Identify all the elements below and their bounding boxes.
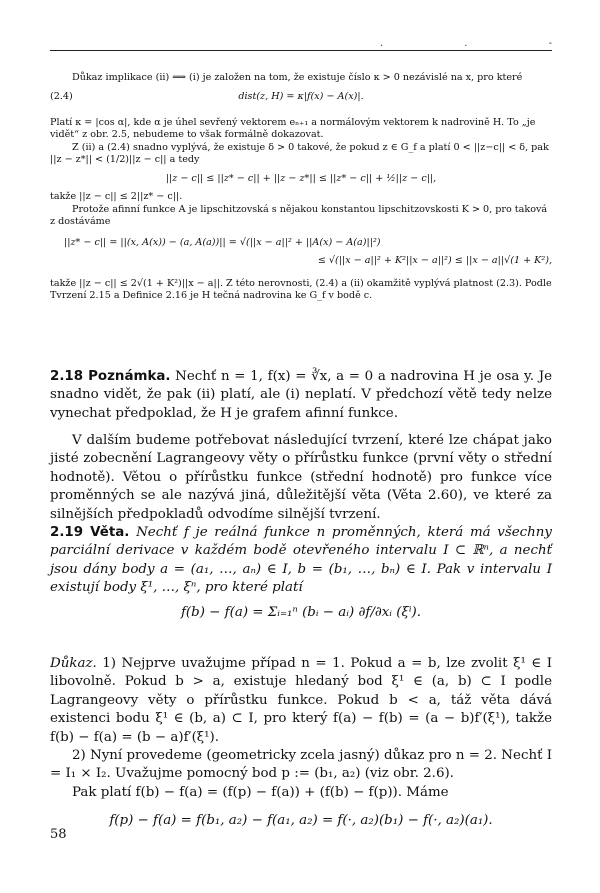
paragraph: [50, 432, 552, 524]
proof-equation: f(p) − f(a) = f(b₁, a₂) − f(a₁, a₂) = f(·, a₂)(b₁) − f(·, a₂)(a₁).: [109, 813, 493, 829]
header-mark: .: [380, 38, 384, 49]
proof-top-p1: Důkaz implikace (ii) ⟹ (i) je založen na tom, že existuje číslo κ > 0 nezávislé na x, pro které: [72, 72, 523, 83]
proof-top-p4: takže ||z − c|| ≤ 2||z* − c||.: [50, 191, 183, 202]
theorem-formula: f(b) − f(a) = Σᵢ₌₁ⁿ (bᵢ − aᵢ) ∂f/∂xᵢ (ξⁱ).: [180, 604, 422, 620]
proof-p1: 1) Nejprve uvažujme případ n = 1. Pokud a = b, lze zvolit ξ¹ ∈ I libovolně. Pokud b > a, existuje hledaný bod ξ¹ ∈ (a, b) ⊂ I podle Lagrangeovy věty o přírůstku funkce. Pokud b < a, táž věta dává existenci bodu ξ¹ ∈ (b, a) ⊂ I, pro který f(a) − f(b) = (a − b)f′(ξ¹), takže f(b) − f(a) = (b − a)f′(ξ¹).: [50, 656, 552, 745]
equation-lip-a: ||z* − c|| = ||(x, A(x)) − (a, A(a))|| = √(||x − a||² + ||A(x) − A(a)||²): [64, 236, 381, 248]
equation-ineq: ||z − c|| ≤ ||z* − c|| + ||z − z*|| ≤ ||z* − c|| + ½||z − c||,: [165, 172, 437, 184]
proof-top-p2: Platí κ = |cos α|, kde α je úhel sevřený vektorem eₙ₊₁ a normálovým vektorem k nadrovině H. To „je vidět“ z obr. 2.5, nebudeme to však formálně dokazovat.: [50, 116, 536, 140]
equation-lip-b: ≤ √(||x − a||² + K²||x − a||²) ≤ ||x − a||√(1 + K²),: [317, 255, 552, 266]
proof-2-19: [50, 655, 552, 835]
proof-top: [50, 72, 552, 303]
theorem-2-19: [50, 524, 552, 626]
proof-label: Důkaz.: [50, 656, 97, 671]
theorem-text: Nechť f je reálná funkce n proměnných, která má všechny parciální derivace v každém bodě otevřeného intervalu I ⊂ ℝⁿ, a nechť jsou dány body a = (a₁, …, aₙ) ∈ I, b = (b₁, …, bₙ) ∈ I. Pak v intervalu I existují body ξ¹, …, ξⁿ, pro které platí: [50, 525, 552, 596]
proof-p3: Pak platí f(b) − f(a) = (f(p) − f(a)) + (f(b) − f(p)). Máme: [72, 784, 449, 800]
proof-p2: 2) Nyní provedeme (geometricky zcela jasný) důkaz pro n = 2. Nechť I = I₁ × I₂. Uvažujme pomocný bod p := (b₁, a₂) (viz obr. 2.6).: [50, 748, 552, 782]
proof-top-p3: Z (ii) a (2.4) snadno vyplývá, že existuje δ > 0 takové, že pokud z ∈ G_f a platí 0 < ||z−c|| < δ, pak ||z − z*|| < (1/2)||z − c|| a tedy: [50, 141, 549, 165]
proof-top-p6: takže ||z − c|| ≤ 2√(1 + K²)||x − a||. Z této nerovnosti, (2.4) a (ii) okamžitě vyplývá platnost (2.3). Podle Tvrzení 2.15 a Definice 2.16 je H tečná nadrovina ke G_f v bodě c.: [50, 277, 552, 301]
remark-2-18: [50, 368, 552, 423]
remark-text: Nechť n = 1, f(x) = ∛x, a = 0 a nadrovina H je osa y. Je snadno vidět, že pak (ii) platí, ale (i) neplatí. V předchozí větě tedy nelze vynechat předpoklad, že H je grafem afinní funkce.: [50, 369, 552, 421]
page-number: 58: [50, 827, 67, 842]
theorem-heading: 2.19 Věta.: [50, 525, 130, 540]
equation-label: (2.4): [50, 90, 73, 102]
running-header: [380, 38, 552, 49]
remark-heading: 2.18 Poznámka.: [50, 369, 171, 384]
paragraph-text: V dalším budeme potřebovat následující tvrzení, které lze chápat jako jisté zobecnění Lagrangeovy věty o přírůstku funkce (první věty o střední hodnotě). Větou o přírůstku funkce (střední hodnotě) pro funkce více proměnných se ale nazývá jiná, důležitější věta (Věta 2.60), ve které za silnějších předpokladů odvodíme silnější tvrzení.: [50, 433, 552, 522]
equation-2-4: dist(z, H) = κ|f(x) − A(x)|.: [238, 90, 364, 102]
header-mark: .: [464, 38, 468, 49]
header-mark: -: [548, 38, 552, 49]
header-rule: [50, 50, 552, 51]
proof-top-p5: Protože afinní funkce A je lipschitzovská s nějakou konstantou lipschitzovskosti K > 0, pro taková z dostáváme: [50, 203, 548, 227]
